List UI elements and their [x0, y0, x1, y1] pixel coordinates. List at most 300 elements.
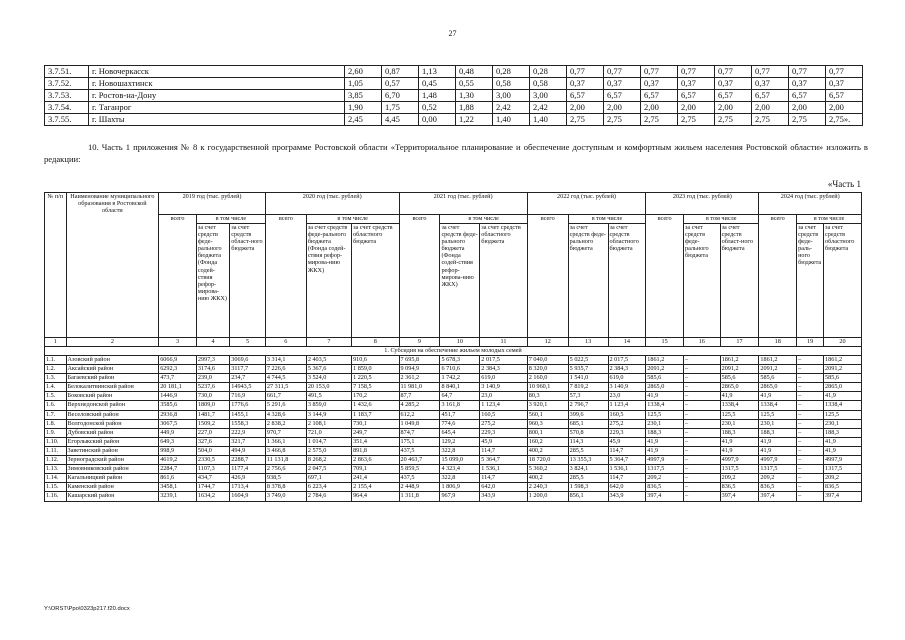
table-cell: 2,75	[715, 114, 752, 126]
table-cell: 2 384,3	[608, 365, 646, 374]
table-cell: 2 784,6	[306, 492, 351, 501]
table-cell: 619,0	[608, 374, 646, 383]
table-cell: 4 744,5	[265, 374, 306, 383]
table-cell: 2330,5	[196, 456, 229, 465]
column-index: 12	[527, 338, 568, 347]
table-cell: 2091,2	[646, 365, 684, 374]
table-cell: 3 140,9	[480, 383, 527, 392]
table-cell: 275,2	[608, 419, 646, 428]
table-cell: 23,0	[608, 392, 646, 401]
table-cell: 230,1	[646, 419, 684, 428]
table-cell: 20 463,7	[399, 456, 440, 465]
table-cell: 645,4	[440, 428, 480, 437]
table-cell: 0,58	[493, 78, 530, 90]
table-cell: 3 314,1	[265, 356, 306, 365]
table-cell: 2,00	[752, 102, 789, 114]
table-cell: 3069,6	[230, 356, 266, 365]
table-cell: –	[683, 474, 720, 483]
page-number: 27	[448, 29, 457, 38]
table-cell: 321,7	[230, 437, 266, 446]
table-cell: 504,0	[196, 446, 229, 455]
header-regional: за счет средств областного бюджета	[480, 224, 527, 338]
table-cell: 0,55	[456, 78, 493, 90]
table-cell: –	[797, 401, 824, 410]
table-cell: 13 355,3	[568, 456, 608, 465]
column-index: 9	[399, 338, 440, 347]
table-cell: 0,45	[419, 78, 456, 90]
row-number: 1.10.	[45, 437, 67, 446]
table-cell: 322,8	[440, 474, 480, 483]
table-cell: 1 742,2	[440, 374, 480, 383]
table-cell: 6 223,4	[306, 483, 351, 492]
header-including: в том числе	[196, 215, 265, 224]
amendment-paragraph: 10. Часть 1 приложения № 8 к государственной программе Ростовской области «Территориальное планирование и обеспечение доступным и комфортным жильем населения Ростовской области» изложить в редакции:	[44, 142, 868, 164]
table-cell: 5 291,6	[265, 401, 306, 410]
table-cell: 285,5	[568, 474, 608, 483]
table-cell: 10 960,1	[527, 383, 568, 392]
table-cell: 1,05	[345, 78, 382, 90]
table-cell: –	[683, 365, 720, 374]
column-index: 16	[683, 338, 720, 347]
header-total: всего	[759, 215, 797, 338]
table-cell: 2 017,5	[608, 356, 646, 365]
table-cell: 9 094,9	[399, 365, 440, 374]
table-cell: 57,3	[568, 392, 608, 401]
column-index-row	[45, 338, 862, 347]
subsidy-table	[44, 192, 862, 502]
table-cell: 1338,4	[720, 401, 759, 410]
table-cell: 1 049,8	[399, 419, 440, 428]
row-number: 1.3.	[45, 374, 67, 383]
table-cell: 1 541,0	[568, 374, 608, 383]
table-row	[45, 492, 862, 501]
table-cell: 249,7	[352, 428, 399, 437]
table-cell: 125,5	[824, 410, 862, 419]
table-cell: 129,2	[440, 437, 480, 446]
table-cell: 2 047,5	[306, 465, 351, 474]
table-cell: 494,9	[230, 446, 266, 455]
header-year: 2020 год (тыс. рублей)	[265, 193, 399, 215]
table-cell: 114,7	[608, 474, 646, 483]
table-row	[45, 446, 862, 455]
table-cell: 2288,7	[230, 456, 266, 465]
table-cell: 874,7	[399, 428, 440, 437]
table-cell: 4997,9	[824, 456, 862, 465]
table-cell: 160,5	[480, 410, 527, 419]
table-cell: –	[797, 374, 824, 383]
table-cell: 397,4	[646, 492, 684, 501]
table-cell: 0,48	[456, 66, 493, 78]
table-cell: 230,1	[720, 419, 759, 428]
table-cell: 2 863,6	[352, 456, 399, 465]
table-cell: 15 099,0	[440, 456, 480, 465]
table-row	[45, 365, 862, 374]
table-cell: 2 160,0	[527, 374, 568, 383]
table-row	[45, 474, 862, 483]
table-cell: 1861,2	[720, 356, 759, 365]
table-cell: 0,28	[530, 66, 567, 78]
table-cell: 1776,6	[230, 401, 266, 410]
row-number: 3.7.53.	[45, 90, 89, 102]
table-cell: –	[797, 437, 824, 446]
table-cell: 209,2	[646, 474, 684, 483]
table-cell: 2,75	[678, 114, 715, 126]
header-total: всего	[646, 215, 684, 338]
table-cell: 1713,4	[230, 483, 266, 492]
table-cell: 397,4	[720, 492, 759, 501]
municipality-name: Азовский район	[66, 356, 159, 365]
row-number: 1.2.	[45, 365, 67, 374]
table-cell: 1 366,1	[265, 437, 306, 446]
table-cell: 6,57	[678, 90, 715, 102]
table-cell: 3 524,0	[306, 374, 351, 383]
table-cell: –	[797, 446, 824, 455]
table-cell: 0,37	[826, 78, 863, 90]
table-cell: 41,9	[759, 437, 797, 446]
table-cell: 7 158,5	[352, 383, 399, 392]
row-number: 1.11.	[45, 446, 67, 455]
table-cell: 1,30	[456, 90, 493, 102]
row-number: 1.6.	[45, 401, 67, 410]
table-cell: 3174,6	[196, 365, 229, 374]
table-cell: 1 806,9	[440, 483, 480, 492]
table-cell: 3117,7	[230, 365, 266, 374]
table-cell: 3 824,1	[568, 465, 608, 474]
table-cell: 2,00	[567, 102, 604, 114]
header-total: всего	[399, 215, 440, 338]
row-number: 1.7.	[45, 410, 67, 419]
column-index: 18	[759, 338, 797, 347]
table-cell: 2 448,9	[399, 483, 440, 492]
table-cell: 0,77	[789, 66, 826, 78]
table-cell: 585,6	[646, 374, 684, 383]
table-cell: 41,9	[720, 446, 759, 455]
table-cell: 716,9	[230, 392, 266, 401]
table-cell: –	[683, 456, 720, 465]
table-cell: 87,7	[399, 392, 440, 401]
table-row	[45, 78, 863, 90]
table-cell: 449,9	[159, 428, 197, 437]
table-cell: 3,85	[345, 90, 382, 102]
table-cell: 4 328,6	[265, 410, 306, 419]
table-cell: 0,77	[826, 66, 863, 78]
row-number: 1.1.	[45, 356, 67, 365]
table-cell: 619,0	[480, 374, 527, 383]
table-row	[45, 66, 863, 78]
city-name: г. Новочеркасск	[89, 66, 345, 78]
table-cell: 3 144,9	[306, 410, 351, 419]
table-cell: 1446,9	[159, 392, 197, 401]
table-cell: 2 756,6	[265, 465, 306, 474]
table-cell: –	[797, 410, 824, 419]
header-federal: за счет средств феде-рального бюджета (Фонда содей-ствия рефор-мирова-нию ЖКХ)	[306, 224, 351, 338]
row-number: 1.8.	[45, 419, 67, 428]
table-cell: 188,3	[646, 428, 684, 437]
table-cell: 2865,0	[720, 383, 759, 392]
table-cell: 170,2	[352, 392, 399, 401]
table-cell: 0,37	[789, 78, 826, 90]
header-municipality: Наименование муниципального образования в Ростовской области	[66, 193, 159, 338]
header-federal: за счет средств феде-рального бюджета	[683, 224, 720, 338]
header-including: в том числе	[683, 215, 758, 224]
part-label: «Часть 1	[827, 179, 861, 189]
table-cell: 570,8	[568, 428, 608, 437]
table-cell: 2 796,7	[568, 401, 608, 410]
table-cell: 2 240,3	[527, 483, 568, 492]
table-cell: 1 859,0	[352, 365, 399, 374]
table-cell: 400,2	[527, 446, 568, 455]
table-cell: –	[683, 401, 720, 410]
city-name: г. Ростов-на-Дону	[89, 90, 345, 102]
file-path: Y:\ORST\Ppo\0323p217.f20.docx	[44, 606, 130, 612]
coefficient-table	[44, 65, 863, 126]
municipality-name: Веселовский район	[66, 410, 159, 419]
column-index: 8	[352, 338, 399, 347]
header-year: 2019 год (тыс. рублей)	[159, 193, 266, 215]
table-cell: 3239,1	[159, 492, 197, 501]
table-cell: 8 320,0	[527, 365, 568, 374]
table-cell: 160,5	[608, 410, 646, 419]
table-cell: –	[683, 446, 720, 455]
table-cell: 351,4	[352, 437, 399, 446]
table-cell: 64,7	[440, 392, 480, 401]
table-cell: 437,5	[399, 446, 440, 455]
table-cell: 585,6	[720, 374, 759, 383]
table-cell: 1604,9	[230, 492, 266, 501]
table-cell: 964,4	[352, 492, 399, 501]
table-cell: –	[797, 492, 824, 501]
municipality-name: Боковский район	[66, 392, 159, 401]
table-cell: 7 695,8	[399, 356, 440, 365]
row-number: 1.9.	[45, 428, 67, 437]
municipality-name: Дубовский район	[66, 428, 159, 437]
table-cell: 836,5	[646, 483, 684, 492]
table-cell: 1338,4	[646, 401, 684, 410]
table-cell: 938,5	[265, 474, 306, 483]
table-row	[45, 102, 863, 114]
table-cell: 1 220,5	[352, 374, 399, 383]
header-total: всего	[527, 215, 568, 338]
table-cell: 3 161,8	[440, 401, 480, 410]
row-number: 1.4.	[45, 383, 67, 392]
table-cell: 836,5	[824, 483, 862, 492]
table-cell: 856,1	[568, 492, 608, 501]
table-cell: 0,77	[752, 66, 789, 78]
table-row	[45, 483, 862, 492]
table-cell: –	[797, 356, 824, 365]
table-cell: 0,57	[382, 78, 419, 90]
section-row	[45, 347, 862, 356]
table-cell: 585,6	[759, 374, 797, 383]
table-cell: 125,5	[646, 410, 684, 419]
municipality-name: Верхнедонской район	[66, 401, 159, 410]
city-name: г. Таганрог	[89, 102, 345, 114]
row-number: 1.13.	[45, 465, 67, 474]
table-cell: 836,5	[759, 483, 797, 492]
table-cell: 2,42	[493, 102, 530, 114]
header-including: в том числе	[440, 215, 527, 224]
table-cell: 1,75	[382, 102, 419, 114]
table-cell: 229,3	[608, 428, 646, 437]
table-cell: 910,6	[352, 356, 399, 365]
table-cell: 41,9	[824, 392, 862, 401]
table-cell: 1 200,0	[527, 492, 568, 501]
table-cell: –	[797, 456, 824, 465]
header-regional: за счет средств област-ного бюджета	[720, 224, 759, 338]
table-cell: 2,00	[715, 102, 752, 114]
table-cell: 437,5	[399, 474, 440, 483]
table-cell: 114,7	[480, 446, 527, 455]
header-year: 2023 год (тыс. рублей)	[646, 193, 759, 215]
table-cell: 721,0	[306, 428, 351, 437]
table-cell: 7 040,0	[527, 356, 568, 365]
table-cell: 967,9	[440, 492, 480, 501]
header-total: всего	[265, 215, 306, 338]
table-cell: 229,3	[480, 428, 527, 437]
table-cell: 2,00	[789, 102, 826, 114]
table-cell: 0,37	[678, 78, 715, 90]
table-cell: 2 384,3	[480, 365, 527, 374]
table-cell: –	[683, 392, 720, 401]
table-cell: 5 022,5	[568, 356, 608, 365]
column-index: 1	[45, 338, 67, 347]
table-cell: 343,9	[608, 492, 646, 501]
table-cell: 2,45	[345, 114, 382, 126]
table-cell: 2,75	[641, 114, 678, 126]
table-cell: 3 920,1	[527, 401, 568, 410]
table-cell: 612,2	[399, 410, 440, 419]
column-index: 17	[720, 338, 759, 347]
header-regional: за счет средств областного бюджета	[352, 224, 399, 338]
table-cell: 0,87	[382, 66, 419, 78]
column-index: 4	[196, 338, 229, 347]
table-cell: 1 123,4	[608, 401, 646, 410]
column-index: 3	[159, 338, 197, 347]
table-cell: 2 575,0	[306, 446, 351, 455]
table-cell: 1317,5	[720, 465, 759, 474]
table-cell: 7 819,2	[568, 383, 608, 392]
table-cell: 1317,5	[824, 465, 862, 474]
table-cell: 23,0	[480, 392, 527, 401]
table-cell: 451,7	[440, 410, 480, 419]
table-cell: 2865,0	[646, 383, 684, 392]
table-cell: 1 183,7	[352, 410, 399, 419]
table-cell: 234,7	[230, 374, 266, 383]
table-cell: 160,2	[527, 437, 568, 446]
table-cell: –	[797, 474, 824, 483]
table-cell: 11 981,0	[399, 383, 440, 392]
municipality-name: Кашарский район	[66, 492, 159, 501]
table-row	[45, 465, 862, 474]
table-cell: 1,22	[456, 114, 493, 126]
table-cell: 1861,2	[646, 356, 684, 365]
table-cell: 5237,6	[196, 383, 229, 392]
table-cell: 1,90	[345, 102, 382, 114]
table-cell: –	[797, 419, 824, 428]
table-cell: 1 432,6	[352, 401, 399, 410]
table-cell: –	[797, 383, 824, 392]
table-cell: 41,9	[824, 446, 862, 455]
table-cell: –	[683, 374, 720, 383]
table-cell: 661,7	[265, 392, 306, 401]
table-cell: 0,77	[604, 66, 641, 78]
table-cell: 3,00	[530, 90, 567, 102]
table-cell: 5 364,7	[608, 456, 646, 465]
table-cell: 473,7	[159, 374, 197, 383]
table-cell: 2 838,2	[265, 419, 306, 428]
table-cell: 327,6	[196, 437, 229, 446]
table-cell: 0,37	[604, 78, 641, 90]
table-cell: 1,48	[419, 90, 456, 102]
table-cell: –	[797, 483, 824, 492]
table-cell: 998,9	[159, 446, 197, 455]
table-cell: 2,75	[567, 114, 604, 126]
table-cell: 8 378,8	[265, 483, 306, 492]
table-cell: 4997,9	[720, 456, 759, 465]
table-cell: 6,70	[382, 90, 419, 102]
table-cell: 0,37	[752, 78, 789, 90]
table-cell: –	[683, 437, 720, 446]
table-cell: –	[683, 465, 720, 474]
table-cell: 800,1	[527, 428, 568, 437]
table-cell: 2091,2	[824, 365, 862, 374]
table-cell: 2 403,5	[306, 356, 351, 365]
column-index: 15	[646, 338, 684, 347]
table-cell: 400,2	[527, 474, 568, 483]
header-federal: за счет средств феде-рального бюджета	[568, 224, 608, 338]
table-cell: 0,37	[567, 78, 604, 90]
table-cell: 125,5	[759, 410, 797, 419]
table-cell: 2 108,1	[306, 419, 351, 428]
table-cell: 2,00	[604, 102, 641, 114]
table-cell: 642,0	[480, 483, 527, 492]
table-cell: –	[797, 392, 824, 401]
table-row	[45, 374, 862, 383]
table-cell: 1338,4	[759, 401, 797, 410]
table-cell: 2,42	[530, 102, 567, 114]
table-cell: 241,4	[352, 474, 399, 483]
table-cell: 1558,3	[230, 419, 266, 428]
table-cell: 0,77	[715, 66, 752, 78]
row-number: 3.7.54.	[45, 102, 89, 114]
table-cell: 2284,7	[159, 465, 197, 474]
table-cell: –	[683, 383, 720, 392]
table-cell: 5 360,2	[527, 465, 568, 474]
table-cell: 0,77	[567, 66, 604, 78]
header-year: 2024 год (тыс. рублей)	[759, 193, 862, 215]
municipality-name: Зимовниковский район	[66, 465, 159, 474]
table-cell: 2,75	[604, 114, 641, 126]
table-cell: 20 153,0	[306, 383, 351, 392]
table-cell: 41,9	[759, 446, 797, 455]
table-cell: 8 840,1	[440, 383, 480, 392]
row-number: 1.14.	[45, 474, 67, 483]
table-cell: 585,6	[824, 374, 862, 383]
table-cell: 4,45	[382, 114, 419, 126]
table-cell: 4997,9	[759, 456, 797, 465]
table-row	[45, 456, 862, 465]
table-cell: 209,2	[759, 474, 797, 483]
table-cell: 642,0	[608, 483, 646, 492]
table-cell: 2,60	[345, 66, 382, 78]
table-cell: 27 311,5	[265, 383, 306, 392]
table-cell: 230,1	[824, 419, 862, 428]
table-cell: 41,9	[646, 392, 684, 401]
table-cell: 41,9	[646, 446, 684, 455]
table-cell: 4 323,4	[440, 465, 480, 474]
table-cell: 426,9	[230, 474, 266, 483]
table-cell: 730,0	[196, 392, 229, 401]
